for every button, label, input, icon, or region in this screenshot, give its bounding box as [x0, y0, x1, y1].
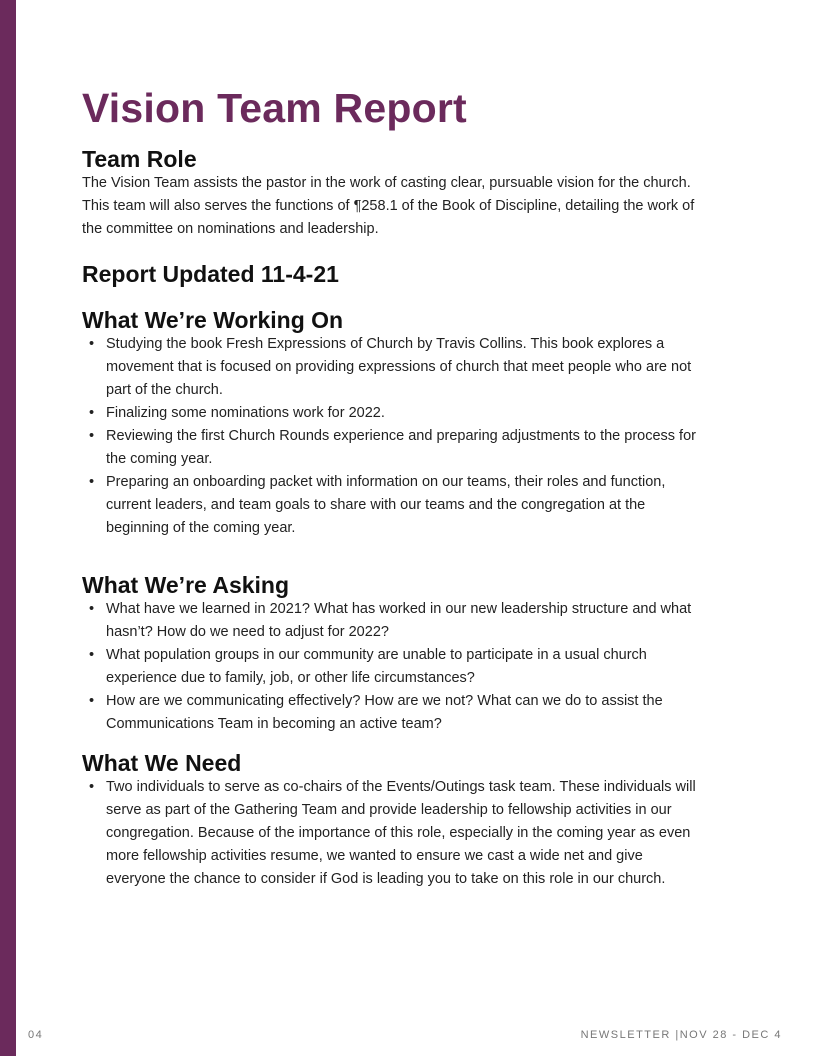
report-content	[82, 84, 702, 891]
working-on-heading: What We’re Working On	[82, 307, 344, 333]
newsletter-label: NEWSLETTER |NOV 28 - DEC 4	[580, 1029, 782, 1041]
working-on-list	[82, 333, 702, 540]
list-item: • Reviewing the first Church Rounds experience and preparing adjustments to the process for the coming year.	[106, 425, 702, 471]
list-item: • How are we communicating effectively? How are we not? What can we do to assist the Communications Team in becoming an active team?	[106, 690, 702, 736]
need-heading: What We Need	[82, 750, 242, 776]
list-item: • Two individuals to serve as co-chairs of the Events/Outings task team. These individuals will serve as part of the Gathering Team and provide leadership to fellowship activities in our congregation. Because of the importance of this role, especially in the coming year as even more fellowship activities resume, we wanted to ensure we cast a wide net and give everyone the chance to consider if God is leading you to take on this role in our church.	[106, 776, 702, 891]
report-updated-heading: Report Updated 11-4-21	[82, 261, 339, 287]
asking-heading: What We’re Asking	[82, 572, 290, 598]
accent-bar	[0, 0, 16, 1056]
list-item: • Finalizing some nominations work for 2022.	[106, 402, 702, 425]
list-item: • Studying the book Fresh Expressions of Church by Travis Collins. This book explores a movement that is focused on providing expressions of church that meet people who are not part of the church.	[106, 333, 702, 402]
team-role-text: The Vision Team assists the pastor in the work of casting clear, pursuable vision for the church. This team will also serves the functions of ¶258.1 of the Book of Discipline, detailing the work of the committee on nominations and leadership.	[82, 175, 695, 237]
page-number: 04	[28, 1029, 44, 1041]
list-item: • What have we learned in 2021? What has worked in our new leadership structure and what hasn’t? How do we need to adjust for 2022?	[106, 598, 702, 644]
asking-list	[82, 598, 702, 736]
list-item: • What population groups in our community are unable to participate in a usual church experience due to family, job, or other life circumstances?	[106, 644, 702, 690]
team-role-heading: Team Role	[82, 146, 197, 172]
page-title: Vision Team Report	[82, 85, 467, 131]
list-item: • Preparing an onboarding packet with information on our teams, their roles and function, current leaders, and team goals to share with our teams and the congregation at the beginning of the coming year.	[106, 471, 702, 540]
need-list	[82, 776, 702, 891]
